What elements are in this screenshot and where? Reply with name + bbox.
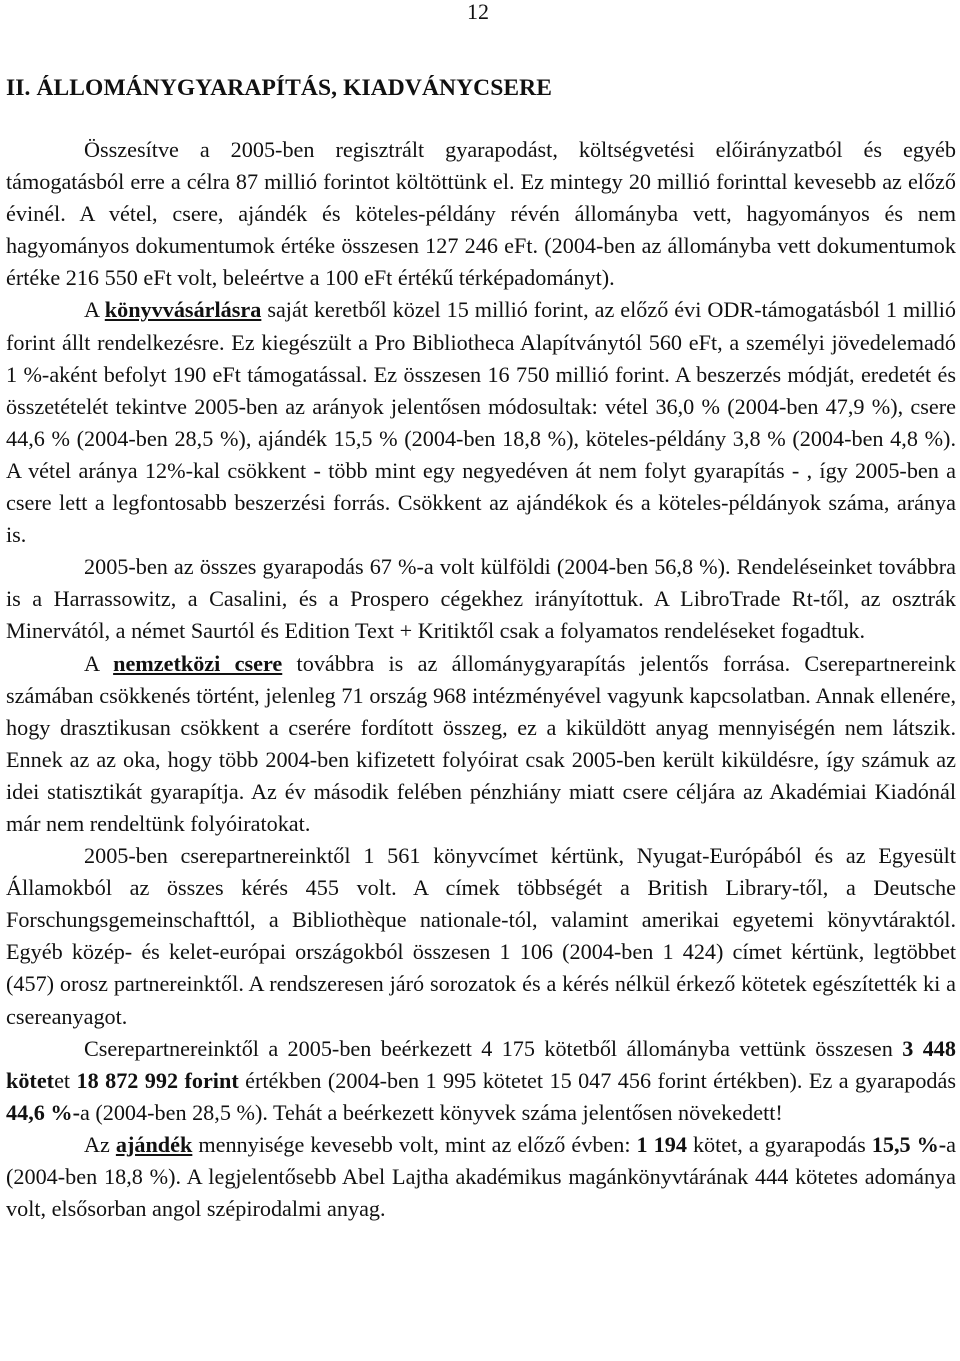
text-run: értékben (2004-ben 1 995 kötetet 15 047 456 forint értékben). Ez a gyarapodás (238, 1067, 956, 1093)
text-run: A (84, 650, 114, 676)
page-number: 12 (467, 0, 489, 24)
bold-gift-count: 1 194 (636, 1131, 687, 1157)
keyword-gift: ajándék (115, 1131, 193, 1157)
text-run: a (2004-ben 18,8 %). A legjelentősebb Abel Lajtha akadémikus magánkönyvtárának 444 kötetes adománya volt, elsősorban angol szépirodalmi anyag. (6, 1131, 957, 1222)
paragraph-exchange-requests (6, 840, 956, 1033)
text-run: et (54, 1067, 77, 1093)
bold-percentage: 44,6 %- (6, 1099, 80, 1125)
text-run: mennyisége kevesebb volt, mint az előző évben: (192, 1131, 637, 1157)
paragraph-summary (6, 134, 956, 294)
text-run: saját keretből közel 15 millió forint, az előző évi ODR-támogatásból 1 millió forint állt rendelkezésre. Ez kiegészült a Pro Bibliotheca Alapítványtól 560 eFt, a személyi jövedelemadó 1 %-aként befolyt 190 eFt támogatással. Ez összesen 16 750 millió forint. A beszerzés módját, eredetét és összetételét tekintve 2005-ben az arányok jelentősen módosultak: vétel 36,0 % (2004-ben 47,9 %), csere 44,6 % (2004-ben 28,5 %), ajándék 15,5 % (2004-ben 18,8 %), köteles-példány 3,8 % (2004-ben 4,8 %). A vétel aránya 12%-kal csökkent - több mint egy negyedéven át nem folyt gyarapítás - , így 2005-ben a csere lett a legfontosabb beszerzési forrás. Csökkent az ajándékok és a köteles-példányok száma, aránya is. (6, 297, 956, 548)
text-run: A (84, 297, 105, 323)
paragraph-book-purchase (6, 294, 956, 551)
text-run: a (2004-ben 28,5 %). Tehát a beérkezett könyvek száma jelentősen növekedett! (79, 1099, 783, 1125)
text-run: Cserepartnereinktől a 2005-ben beérkezett 4 175 kötetből állományba vettünk összesen (84, 1035, 903, 1061)
paragraph-exchange-received (6, 1033, 956, 1129)
paragraph-foreign-acquisitions (6, 551, 956, 647)
keyword-book-purchase: könyvvásárlásra (104, 297, 262, 323)
text-run: 2005-ben az összes gyarapodás 67 %-a volt külföldi (2004-ben 56,8 %). Rendeléseinket továbbra is a Harrassowitz, a Casalini, és a Prospero cégekhez irányítottuk. A LibroTrade Rt-től, az osztrák Minervától, a német Saurtól és Edition Text + Kritiktől csak a folyamatos rendeléseket fogadtuk. (6, 554, 956, 644)
text-run: kötet, a gyarapodás (686, 1131, 872, 1157)
text-run: 2005-ben cserepartnereinktől 1 561 könyvcímet kértünk, Nyugat-Európából és az Egyesült Államokból az összes kérés 455 volt. A címek többségét a British Library-től, a Deutsche Forschungsgemeinschafttól, a Bibliothèque nationale-tól, valamint amerikai egyetemi könyvtáraktól. Egyéb közép- és kelet-európai országokból összesen 1 106 (2004-ben 1 424) címet kértünk, legtöbbet (457) orosz partnereinktől. A rendszeresen járó sorozatok és a kérés nélkül érkező kötetek egészítették ki a csereanyagot. (6, 843, 956, 1029)
bold-gift-percentage: 15,5 %- (871, 1131, 947, 1157)
paragraph-international-exchange (6, 648, 956, 841)
keyword-international-exchange: nemzetközi csere (113, 650, 283, 676)
bold-value: 18 872 992 forint (76, 1067, 239, 1093)
text-run: továbbra is az állománygyarapítás jelentős forrása. Cserepartnereink számában csökkenés történt, jelenleg 71 ország 968 intézményével vagyunk kapcsolatban. Annak ellenére, hogy drasztikusan csökkent a cserére fordított összeg, ez a kiküldött anyag mennyiségén nem látszik. Ennek az az oka, hogy több 2004-ben kifizetett folyóirat csak 2005-ben került kiküldésre, így számuk az idei statisztikát gyarapítja. Az év második felében pénzhiány miatt csere céljára az Akadémiai Kiadónál már nem rendeltünk folyóiratokat. (6, 650, 956, 836)
body-text (6, 134, 956, 1225)
text-run: Az (84, 1131, 116, 1157)
text-run: Összesítve a 2005-ben regisztrált gyarapodást, költségvetési előirányzatból és egyéb támogatásból erre a célra 87 millió forintot költöttünk el. Ez mintegy 20 millió forinttal kevesebb az előző évinél. A vétel, csere, ajándék és köteles-példány révén állományba vett, hagyományos és nem hagyományos dokumentumok értéke összesen 127 246 eFt. (2004-ben az állományba vett dokumentumok értéke 216 550 eFt volt, beleértve a 100 eFt értékű térképadományt). (6, 137, 956, 291)
bold-volume-count: 3 448 kötet (6, 1035, 956, 1093)
section-heading: II. ÁLLOMÁNYGYARAPÍTÁS, KIADVÁNYCSERE (6, 75, 553, 101)
paragraph-gifts (6, 1129, 956, 1225)
